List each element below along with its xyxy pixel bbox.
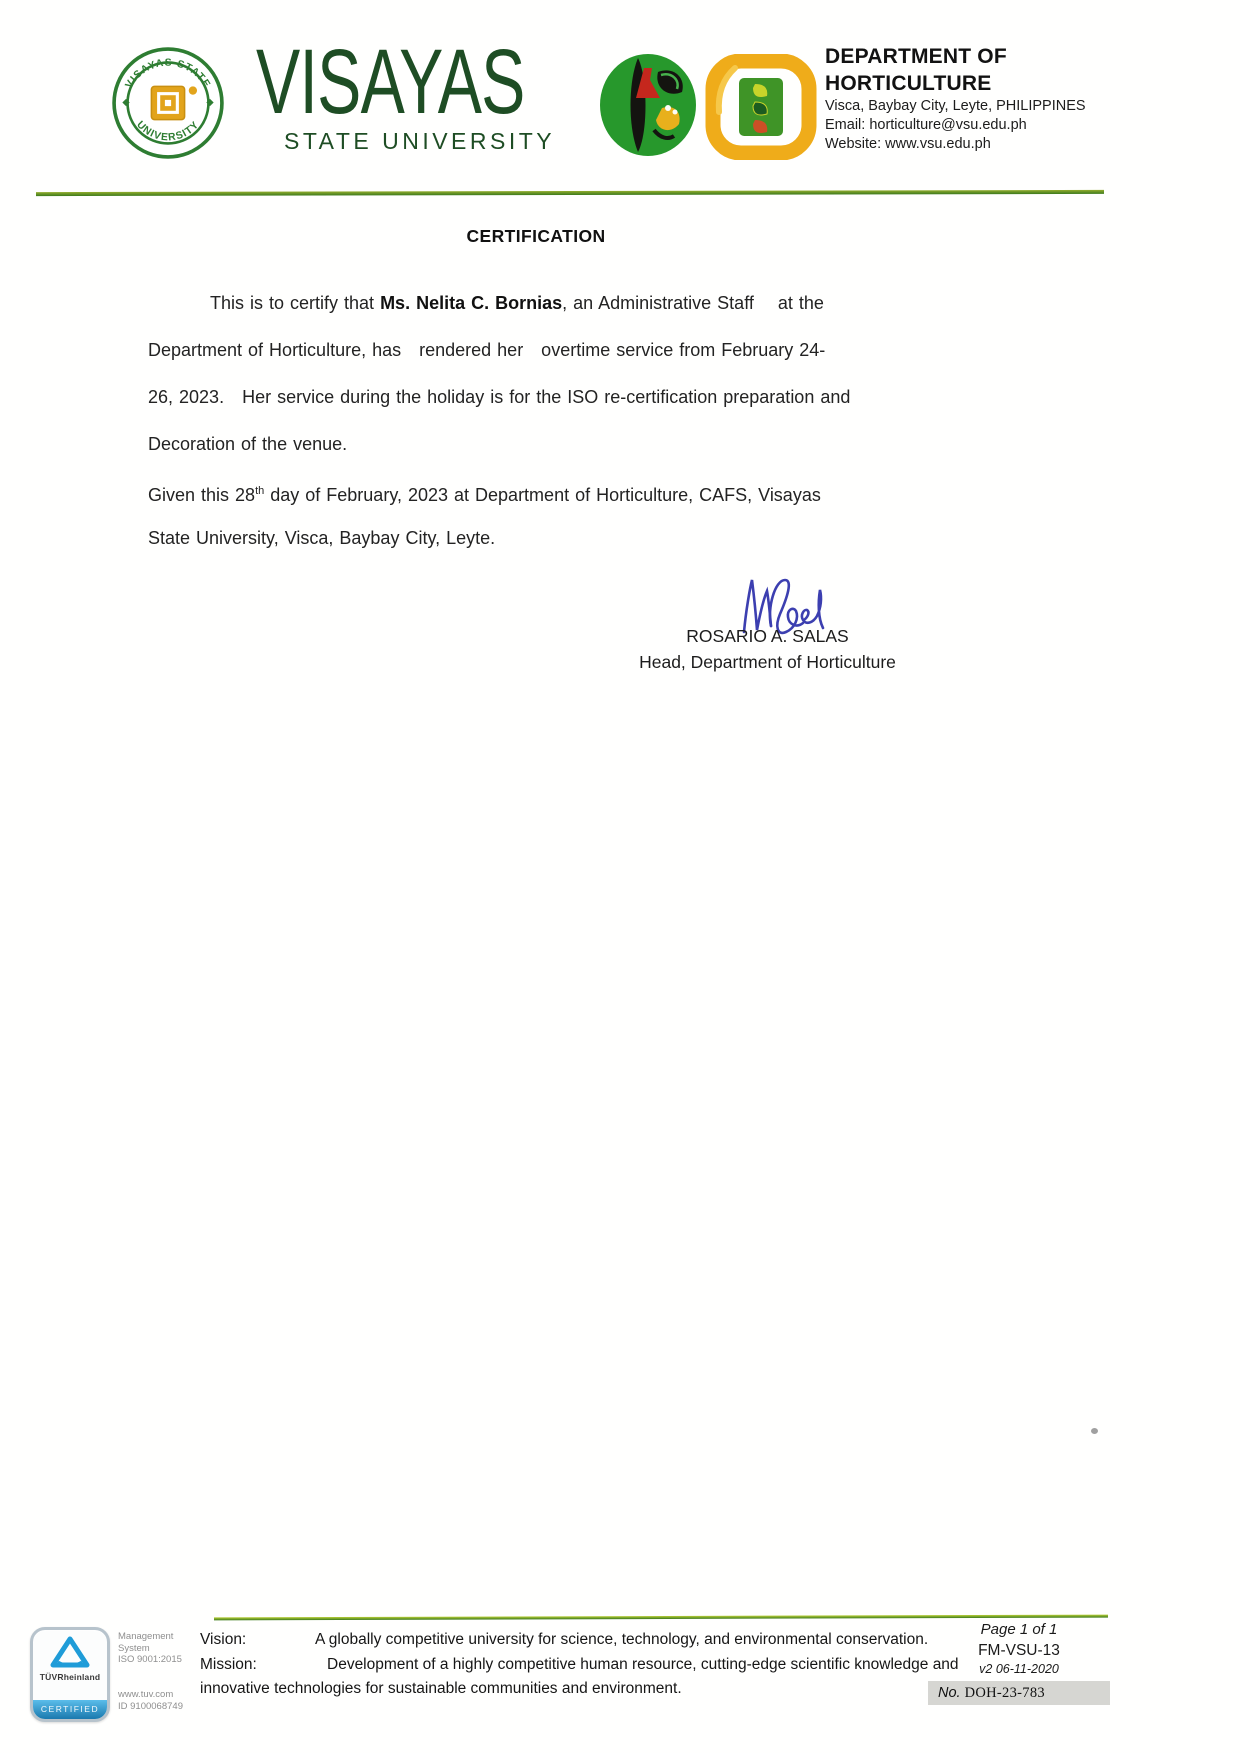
body-line-5: Given this 28th day of February, 2023 at Department of Horticulture, CAFS, Visayas bbox=[148, 485, 821, 505]
document-number-value: DOH-23-783 bbox=[964, 1685, 1045, 1701]
document-number-badge bbox=[928, 1681, 1110, 1705]
svg-text:VISAYAS STATE: VISAYAS STATE bbox=[123, 57, 213, 91]
tuv-certified-band: CERTIFIED bbox=[33, 1700, 107, 1719]
horticulture-department-logo bbox=[705, 54, 817, 160]
scan-artifact-dot bbox=[1091, 1428, 1098, 1434]
svg-text:UNIVERSITY: UNIVERSITY bbox=[134, 119, 202, 144]
body-line-3: 26, 2023. Her service during the holiday is for the ISO re-certification preparation and bbox=[148, 387, 851, 407]
tuv-certification-badge bbox=[30, 1627, 110, 1722]
header-divider-rule bbox=[36, 190, 1104, 196]
department-website: Website: www.vsu.edu.ph bbox=[825, 136, 991, 152]
signatory-title: Head, Department of Horticulture bbox=[639, 652, 896, 672]
department-name-line1: DEPARTMENT OF bbox=[825, 45, 1007, 68]
page-title: CERTIFICATION bbox=[466, 226, 606, 246]
body-line-6: State University, Visca, Baybay City, Leyte. bbox=[148, 528, 496, 548]
vision-mission-block bbox=[200, 1628, 975, 1702]
tuv-url: www.tuv.com bbox=[118, 1689, 174, 1700]
body-line-4: Decoration of the venue. bbox=[148, 434, 348, 454]
cafs-college-logo bbox=[598, 52, 698, 158]
signatory-name: ROSARIO A. SALAS bbox=[686, 626, 849, 646]
body-line-2: Department of Horticulture, has rendered her overtime service from February 24- bbox=[148, 340, 826, 360]
vsu-seal-logo bbox=[112, 46, 224, 160]
tuv-triangle-icon bbox=[48, 1635, 92, 1671]
vision-line bbox=[200, 1628, 975, 1653]
tuv-url-id-text bbox=[118, 1689, 183, 1712]
department-name-line2: HORTICULTURE bbox=[825, 72, 992, 95]
document-number-label: No. bbox=[938, 1685, 961, 1701]
signatory-block bbox=[595, 623, 940, 675]
mission-text: Development of a highly competitive human resource, cutting-edge scientific knowledge and innovative technologies for sustainable communities and environment. bbox=[200, 1655, 959, 1697]
ordinal-suffix: th bbox=[255, 485, 265, 497]
body-line-1: This is to certify that Ms. Nelita C. Bornias, an Administrative Staff at the bbox=[210, 293, 824, 313]
tuv-brand-label: TÜVRheinland bbox=[39, 1672, 101, 1682]
department-email: Email: horticulture@vsu.edu.ph bbox=[825, 117, 1027, 133]
vision-label: Vision: bbox=[200, 1631, 247, 1648]
wordmark-visayas: VISAYAS bbox=[256, 31, 525, 133]
mission-line bbox=[200, 1653, 975, 1702]
mission-label: Mission: bbox=[200, 1655, 257, 1673]
department-address: Visca, Baybay City, Leyte, PHILIPPINES bbox=[825, 98, 1086, 114]
wordmark-state-university: STATE UNIVERSITY bbox=[284, 128, 556, 154]
tuv-cert-id: ID 9100068749 bbox=[118, 1700, 183, 1712]
tuv-management-system-text: Management System ISO 9001:2015 bbox=[118, 1631, 182, 1665]
form-control-block bbox=[928, 1620, 1110, 1705]
form-version: v2 06-11-2020 bbox=[979, 1662, 1059, 1676]
department-contact-block bbox=[825, 43, 1125, 154]
university-wordmark bbox=[256, 31, 629, 154]
form-code: FM-VSU-13 bbox=[978, 1642, 1060, 1659]
vision-text: A globally competitive university for science, technology, and environmental conservation. bbox=[315, 1631, 929, 1648]
certified-person-name: Ms. Nelita C. Bornias bbox=[380, 293, 563, 313]
page-number: Page 1 of 1 bbox=[980, 1621, 1058, 1638]
certification-body bbox=[148, 280, 850, 562]
